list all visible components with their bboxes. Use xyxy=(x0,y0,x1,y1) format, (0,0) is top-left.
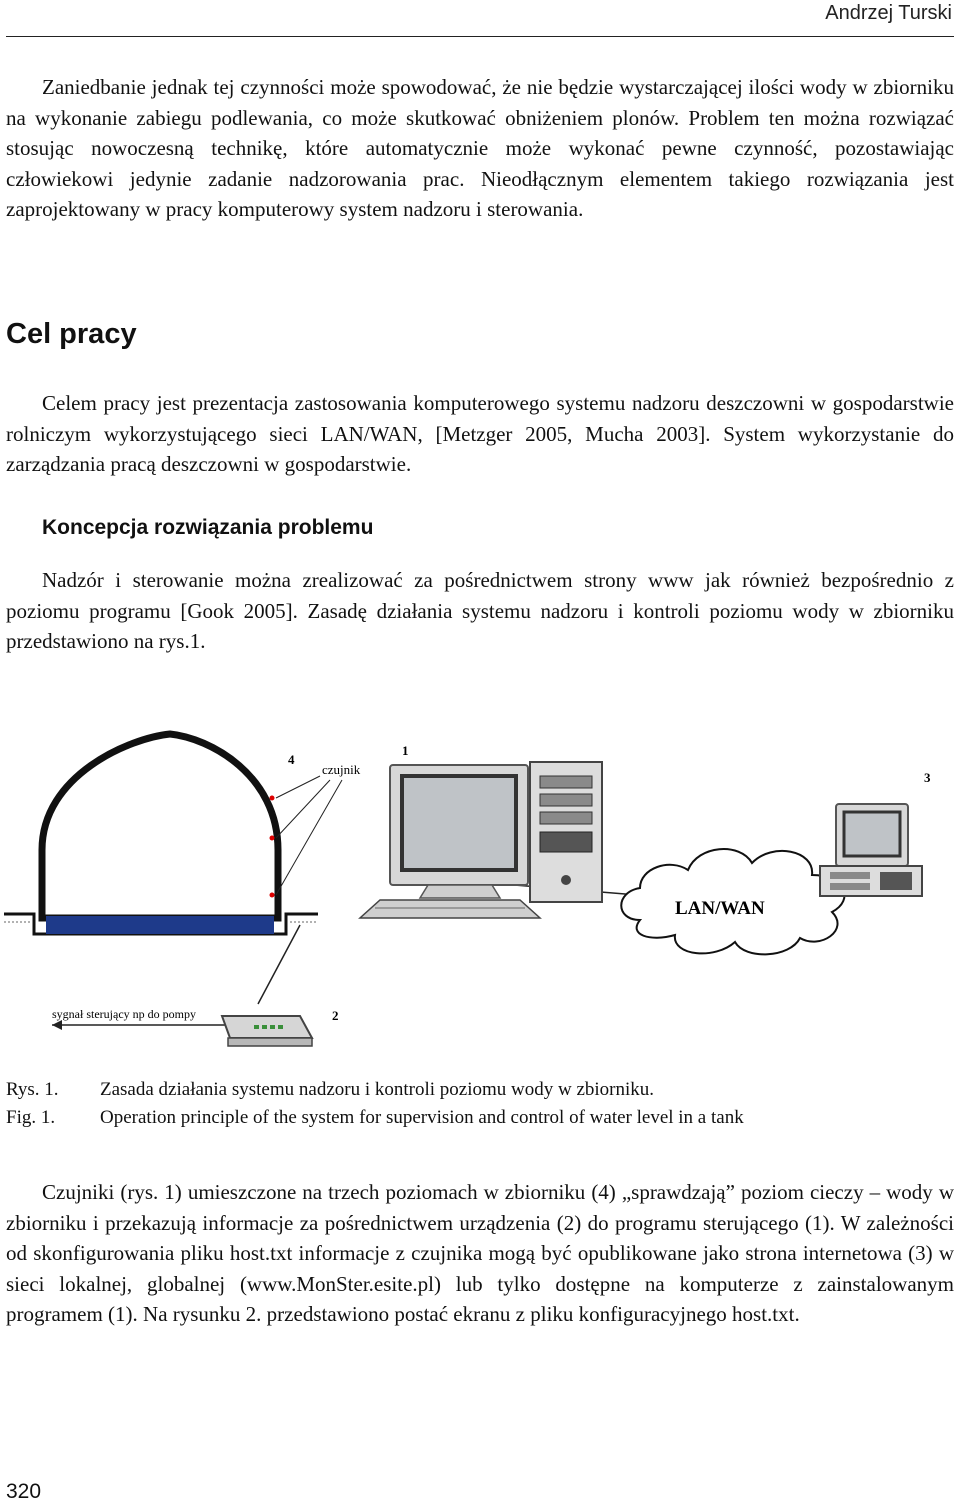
label-2: 2 xyxy=(332,1008,339,1023)
goal-paragraph xyxy=(6,388,954,480)
sensor-dot-bottom xyxy=(270,893,275,898)
figure-diagram xyxy=(0,720,960,1060)
sensor-dot-middle xyxy=(270,836,275,841)
computer-icon xyxy=(360,762,602,918)
label-3: 3 xyxy=(924,770,931,785)
caption-pl-text: Zasada działania systemu nadzoru i kontroli poziomu wody w zbiorniku. xyxy=(100,1079,655,1100)
remote-computer-icon xyxy=(820,804,922,896)
concept-paragraph xyxy=(6,565,954,657)
water-level xyxy=(46,916,274,934)
goal-text: Celem pracy jest prezentacja zastosowania komputerowego systemu nadzoru deszczowni w gospodarstwie rolniczym wykorzystującego sieci LAN/WAN, [Metzger 2005, Mucha 2003]. System wykorzystanie do zarządzania pracą deszczowni w gospodarstwie. xyxy=(6,391,954,476)
sensor-dot-top xyxy=(270,796,275,801)
label-4: 4 xyxy=(288,752,295,767)
figure-1 xyxy=(0,720,960,1060)
cloud-label: LAN/WAN xyxy=(675,898,765,919)
caption-en-label: Fig. 1. xyxy=(6,1107,56,1128)
sensors-paragraph xyxy=(6,1177,954,1330)
sensor-label: czujnik xyxy=(322,762,361,777)
section-heading-concept: Koncepcja rozwiązania problemu xyxy=(42,516,374,539)
page-number: 320 xyxy=(6,1480,42,1503)
header-author: Andrzej Turski xyxy=(825,2,952,24)
caption-en-text: Operation principle of the system for supervision and control of water level in a tank xyxy=(100,1107,744,1128)
caption-pl-label: Rys. 1. xyxy=(6,1079,59,1100)
intro-paragraph xyxy=(6,72,954,225)
concept-text: Nadzór i sterowanie można zrealizować za pośrednictwem strony www jak również bezpośrednio z poziomu programu [Gook 2005]. Zasadę działania systemu nadzoru i kontroli poziomu wody w zbiorniku przedstawiono na rys.1. xyxy=(6,568,954,653)
section-heading-goal: Cel pracy xyxy=(6,318,137,350)
label-1: 1 xyxy=(402,743,409,758)
sensors-text: Czujniki (rys. 1) umieszczone na trzech poziomach w zbiorniku (4) „sprawdzają” poziom cieczy – wody w zbiorniku i przekazują informacje za pośrednictwem urządzenia (2) do programu sterującego (1). W zależności od skonfigurowania pliku host.txt informacje z czujnika mogą być opublikowane jako strona internetowa (3) w sieci lokalnej, globalnej (www.MonSter.esite.pl) lub tylko dostępne na komputerze z zainstalowanym programem (1). Na rysunku 2. przedstawiono postać ekranu z pliku konfiguracyjnego host.txt. xyxy=(6,1180,954,1326)
header-rule xyxy=(6,36,954,37)
signal-label: sygnał sterujący np do pompy xyxy=(52,1007,196,1021)
intro-text: Zaniedbanie jednak tej czynności może spowodować, że nie będzie wystarczającej ilości wody w zbiorniku na wykonanie zabiegu podlewania, co może skutkować obniżeniem plonów. Problem ten można rozwiązać stosując nowoczesną technikę, które automatycznie może wykonać pewne czynność, pozostawiając człowiekowi jedynie zadanie nadzorowania prac. Nieodłącznym elementem takiego rozwiązania jest zaprojektowany w pracy komputerowy system nadzoru i sterowania. xyxy=(6,75,954,221)
